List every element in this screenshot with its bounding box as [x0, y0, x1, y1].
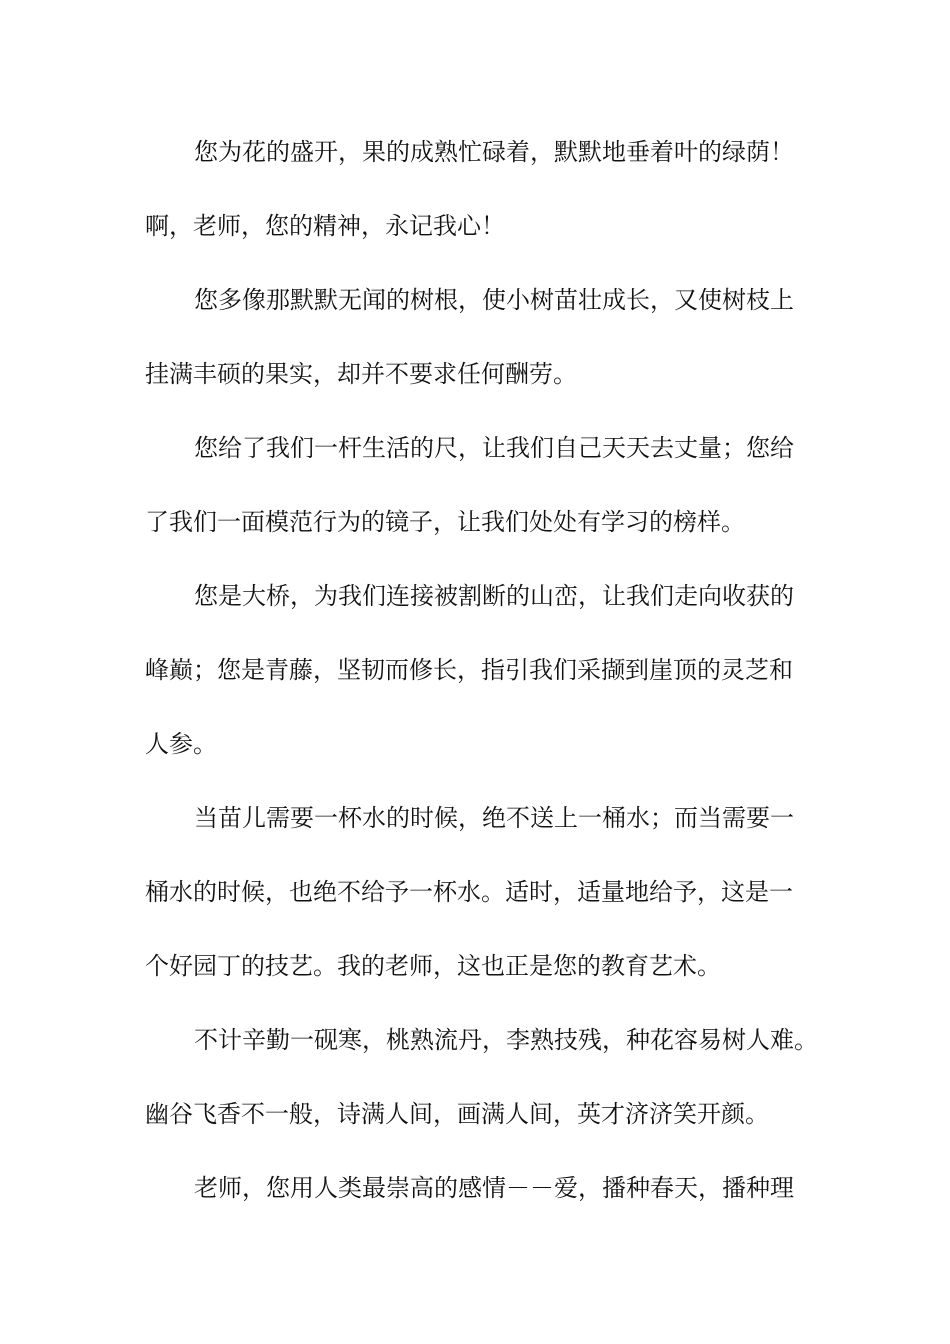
- text-line: 您给了我们一杆生活的尺，让我们自己天天去丈量；您给: [194, 434, 794, 462]
- text-line: 峰巅；您是青藤，坚韧而修长，指引我们采撷到崖顶的灵芝和: [145, 656, 793, 684]
- text-line: 桶水的时候，也绝不给予一杯水。适时，适量地给予，这是一: [145, 878, 793, 906]
- text-line: 不计辛勤一砚寒，桃熟流丹，李熟技残，种花容易树人难。: [194, 1026, 818, 1054]
- text-line: 人参。: [145, 730, 217, 758]
- text-line: 老师，您用人类最崇高的感情－－爱，播种春天，播种理: [194, 1174, 794, 1202]
- text-line: 挂满丰硕的果实，却并不要求任何酬劳。: [145, 360, 577, 388]
- text-line: 个好园丁的技艺。我的老师，这也正是您的教育艺术。: [145, 952, 721, 980]
- text-line: 啊，老师，您的精神，永记我心！: [145, 212, 505, 240]
- text-line: 幽谷飞香不一般，诗满人间，画满人间，英才济济笑开颜。: [145, 1100, 769, 1128]
- text-line: 您多像那默默无闻的树根，使小树苗壮成长，又使树枝上: [194, 286, 794, 314]
- text-line: 了我们一面模范行为的镜子，让我们处处有学习的榜样。: [145, 508, 745, 536]
- text-line: 您是大桥，为我们连接被割断的山峦，让我们走向收获的: [194, 582, 794, 610]
- text-line: 当苗儿需要一杯水的时候，绝不送上一桶水；而当需要一: [194, 804, 794, 832]
- text-line: 您为花的盛开，果的成熟忙碌着，默默地垂着叶的绿荫！: [194, 138, 794, 166]
